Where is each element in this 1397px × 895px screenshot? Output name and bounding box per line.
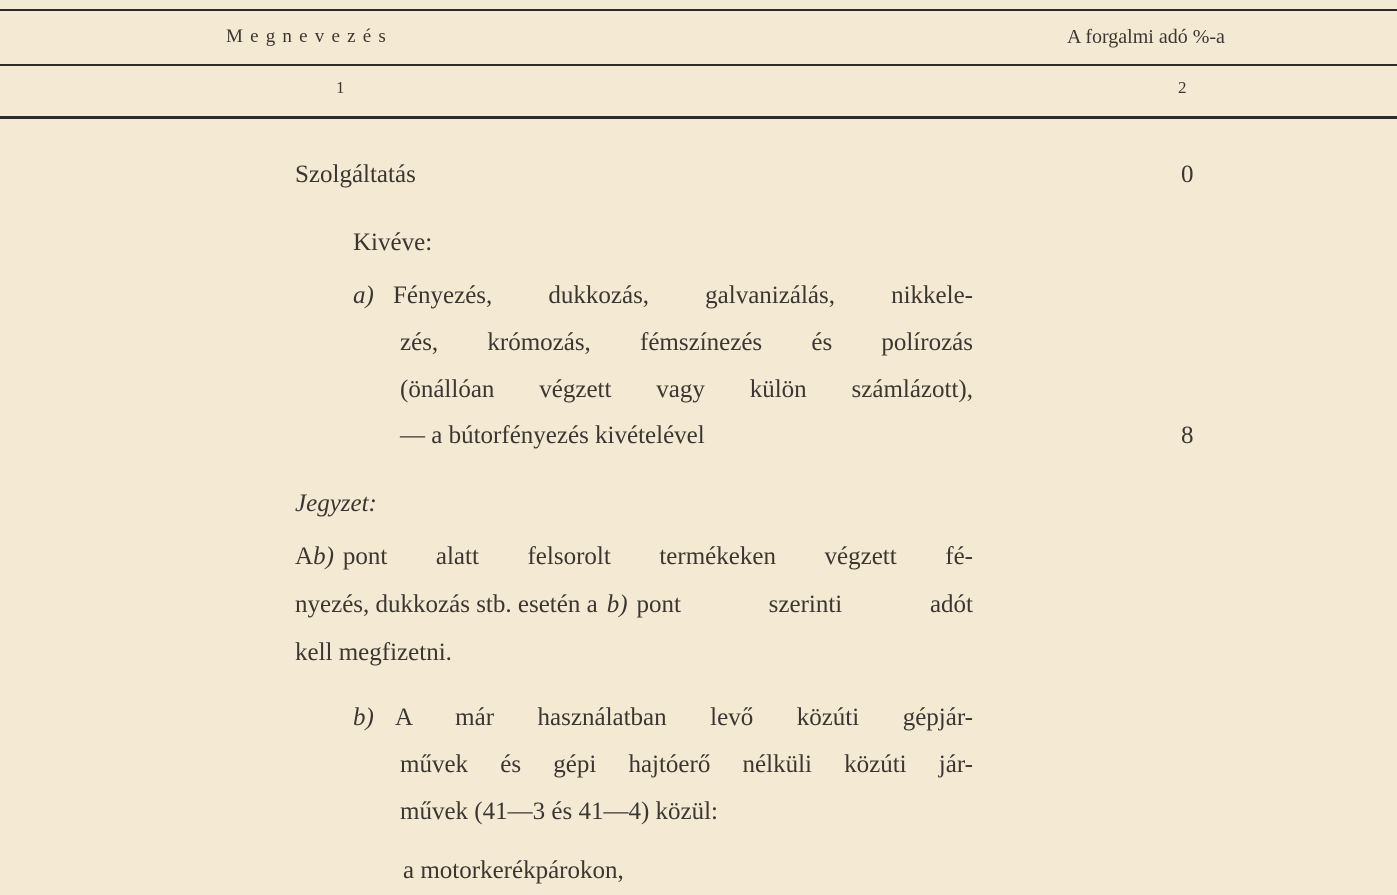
item-a-value: 8 bbox=[1181, 422, 1194, 449]
note-line-1-pre: A bbox=[295, 543, 314, 570]
note-line-2-post: pont szerinti adót bbox=[636, 591, 973, 618]
note-line-2 bbox=[295, 590, 973, 620]
service-label: Szolgáltatás bbox=[295, 161, 416, 188]
top-rule bbox=[0, 9, 1397, 11]
header-rule bbox=[0, 64, 1397, 66]
note-line-1 bbox=[295, 542, 973, 572]
item-b-line-3: művek (41—3 és 41—4) közül: bbox=[400, 798, 719, 825]
note-line-2-ref: b) bbox=[606, 591, 628, 618]
item-b-marker: b) bbox=[353, 704, 374, 731]
item-a-line-2: zés, krómozás, fémszínezés és polírozás bbox=[400, 329, 973, 356]
note-line-3: kell megfizetni. bbox=[295, 639, 452, 666]
note-line-1-post: pont alatt felsorolt termékeken végzett fé- bbox=[342, 543, 973, 570]
item-b-sub: a motorkerékpárokon, bbox=[403, 857, 624, 884]
item-a-marker: a) bbox=[353, 282, 374, 309]
column-number-1: 1 bbox=[336, 78, 345, 97]
note-line-1-ref: b) bbox=[313, 543, 334, 570]
item-a-line-1: Fényezés, dukkozás, galvanizálás, nikkele- bbox=[393, 282, 973, 309]
header-name-column: Megnevezés bbox=[226, 26, 393, 47]
body-rule bbox=[0, 116, 1397, 119]
note-line-2-pre: nyezés, dukkozás stb. esetén a bbox=[295, 591, 598, 618]
item-a-line-4: — a bútorfényezés kivételével bbox=[400, 422, 705, 449]
service-value: 0 bbox=[1181, 161, 1194, 188]
header-rate-column: A forgalmi adó %-a bbox=[1067, 26, 1225, 48]
except-label: Kivéve: bbox=[353, 229, 433, 256]
item-b-line-1: A már használatban levő közúti gépjár- bbox=[395, 704, 973, 731]
item-a-line-3: (önállóan végzett vagy külön számlázott), bbox=[400, 376, 973, 403]
item-b-line-2: művek és gépi hajtóerő nélküli közúti jár- bbox=[400, 751, 973, 778]
note-title: Jegyzet: bbox=[295, 490, 377, 517]
column-number-2: 2 bbox=[1178, 78, 1187, 97]
